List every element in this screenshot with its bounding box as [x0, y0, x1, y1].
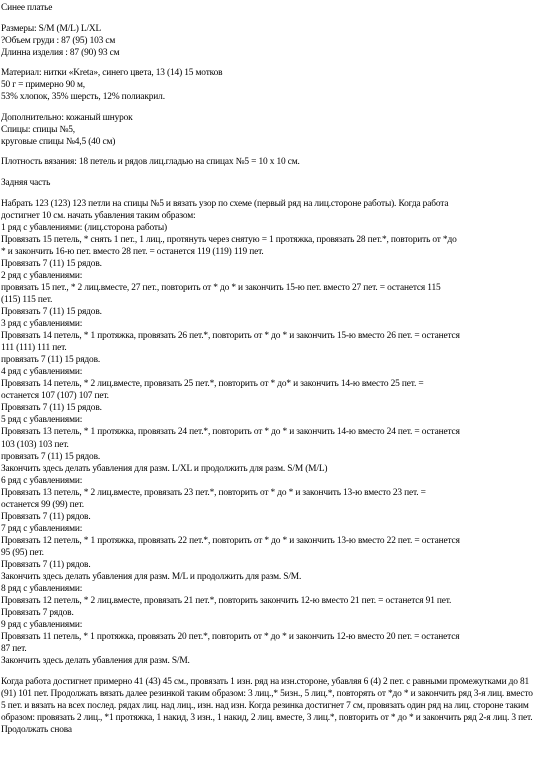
- instruction-line: останется 99 (99) пет.: [1, 499, 84, 510]
- bust-line: ?Объем груди : 87 (95) 103 см: [1, 35, 116, 46]
- instruction-line: * и закончить 16-ю пет. вместо 28 пет. = останется 119 (119) 119 пет.: [1, 246, 264, 257]
- back-instructions: [1, 198, 537, 668]
- document-title: Синее платье: [1, 3, 53, 13]
- instruction-line: 95 (95) пет.: [1, 547, 44, 558]
- material-line: Материал: нитки «Kreta», синего цвета, 13 (14) 15 мотков: [1, 68, 223, 79]
- instruction-line: Провязать 7 (11) 15 рядов.: [1, 258, 102, 269]
- instruction-line: (115) 115 пет.: [1, 294, 53, 305]
- material-line: 50 г = примерно 90 м,: [1, 80, 85, 91]
- sizes-line: Размеры: S/M (M/L) L/XL: [1, 23, 102, 34]
- instruction-line: 1 ряд с убавлениями: (лиц.сторона работы): [1, 222, 167, 233]
- instruction-line: 9 ряд с убавлениями:: [1, 620, 83, 631]
- instruction-line: Закончить здесь делать убавления для разм. L/XL и продолжить для разм. S/M (M/L): [1, 463, 328, 474]
- spacer: [1, 667, 537, 676]
- density-line: Плотность вязания: 18 петель и рядов лиц.гладью на спицах №5 = 10 х 10 см.: [1, 157, 300, 168]
- instruction-line: Закончить здесь делать убавления для разм. S/M.: [1, 656, 190, 667]
- instruction-line: провязать 7 (11) 15 рядов.: [1, 451, 101, 462]
- instruction-line: 2 ряд с убавлениями:: [1, 270, 83, 281]
- instruction-line: 5 ряд с убавлениями:: [1, 415, 83, 426]
- instruction-line: Провязать 7 (11) рядов.: [1, 511, 91, 522]
- instruction-line: 8 ряд с убавлениями:: [1, 584, 83, 595]
- spacer: [1, 59, 537, 68]
- instruction-line: провязать 7 (11) 15 рядов.: [1, 355, 101, 366]
- document: [1, 2, 537, 736]
- instruction-line: Провязать 7 (11) рядов.: [1, 559, 91, 570]
- final-paragraph: Когда работа достигнет примерно 41 (43) 45 см., провязать 1 изн. ряд на изн.стороне, убавляя 6 (4) 2 пет. с равными промежутками до 81 (91) 101 пет. Продолжать вязать далее резинкой таким образом: 3 лиц.,* 5изн., 5 лиц.*, повторять от *до * и закончить ряд 3-я лиц. вместо 5 пет. и вязать на всех послед. рядах лиц. над лиц., изн. над изн. Когда резинка достигнет 7 см, провязать один ряд на лиц. стороне таким образом: провязать 2 лиц., *1 протяжка, 1 накид, 3 изн., 1 накид, 2 лиц. вместе, 3 лиц.*, повторить от * до * и закончить ряд 2-я лиц. 3 пет. Продолжать снова: [1, 676, 533, 736]
- instruction-line: Провязать 11 петель, * 1 протяжка, провязать 20 пет.*, повторить от * до * и закончить 12-ю вместо 20 пет. = останется: [1, 632, 460, 643]
- instruction-line: Закончить здесь делать убавления для разм. M/L и продолжить для разм. S/M.: [1, 572, 302, 583]
- instruction-line: достигнет 10 см. начать убавления таким образом:: [1, 210, 196, 221]
- additional-line: Дополнительно: кожаный шнурок: [1, 112, 133, 123]
- additional-line: Спицы: спицы №5,: [1, 124, 75, 135]
- instruction-line: Провязать 14 петель, * 2 лиц.вместе, провязать 25 пет.*, повторить от * до* и закончить 14-ю вместо 25 пет. =: [1, 379, 424, 390]
- instruction-line: Провязать 7 (11) 15 рядов.: [1, 403, 102, 414]
- instruction-line: Провязать 12 петель, * 2 лиц.вместе, провязать 21 пет.*, повторить закончить 12-ю вместо 21 пет. = останется 91 пет.: [1, 596, 452, 607]
- instruction-line: 111 (111) 111 пет.: [1, 343, 67, 354]
- instruction-line: Провязать 14 петель, * 1 протяжка, провязать 26 пет.*, повторить от * до * и закончить 15-ю вместо 26 пет. = останется: [1, 331, 460, 342]
- spacer: [1, 103, 537, 112]
- material-line: 53% хлопок, 35% шерсть, 12% полиакрил.: [1, 92, 165, 103]
- instruction-line: 7 ряд с убавлениями:: [1, 523, 83, 534]
- instruction-line: Провязать 7 рядов.: [1, 608, 74, 619]
- instruction-line: провязать 15 пет., * 2 лиц.вместе, 27 пет., повторить от * до * и закончить 15-ю пет. вместо 27 пет. = останется 115: [1, 282, 441, 293]
- spacer: [1, 169, 537, 178]
- instruction-line: 4 ряд с убавлениями:: [1, 367, 83, 378]
- instruction-line: останется 107 (107) 107 пет.: [1, 391, 109, 402]
- instruction-line: 6 ряд с убавлениями:: [1, 475, 83, 486]
- instruction-line: Провязать 13 петель, * 2 лиц.вместе, провязать 23 пет.*, повторить от * до * и закончить 13-ю вместо 23 пет. =: [1, 487, 426, 498]
- instruction-line: Провязать 15 петель, * снять 1 пет., 1 лиц., протянуть через снятую = 1 протяжка, провязать 28 пет.*, повторить от *до: [1, 234, 457, 245]
- instruction-line: Провязать 7 (11) 15 рядов.: [1, 306, 102, 317]
- instruction-line: Провязать 12 петель, * 1 протяжка, провязать 22 пет.*, повторить от * до * и закончить 13-ю вместо 22 пет. = останется: [1, 535, 460, 546]
- instruction-line: Набрать 123 (123) 123 петли на спицы №5 и вязать узор по схеме (первый ряд на лиц.стороне работы). Когда работа: [1, 198, 449, 209]
- spacer: [1, 189, 537, 198]
- instruction-line: 103 (103) 103 пет.: [1, 439, 69, 450]
- additional-line: круговые спицы №4,5 (40 см): [1, 136, 116, 147]
- instruction-line: 87 пет.: [1, 644, 27, 655]
- section-heading: Задняя часть: [1, 178, 51, 189]
- instruction-line: 3 ряд с убавлениями:: [1, 319, 83, 330]
- spacer: [1, 148, 537, 157]
- spacer: [1, 14, 537, 23]
- instruction-line: Провязать 13 петель, * 1 протяжка, провязать 24 пет.*, повторить от * до * и закончить 14-ю вместо 24 пет. = останется: [1, 427, 460, 438]
- length-line: Длинна изделия : 87 (90) 93 см: [1, 47, 120, 58]
